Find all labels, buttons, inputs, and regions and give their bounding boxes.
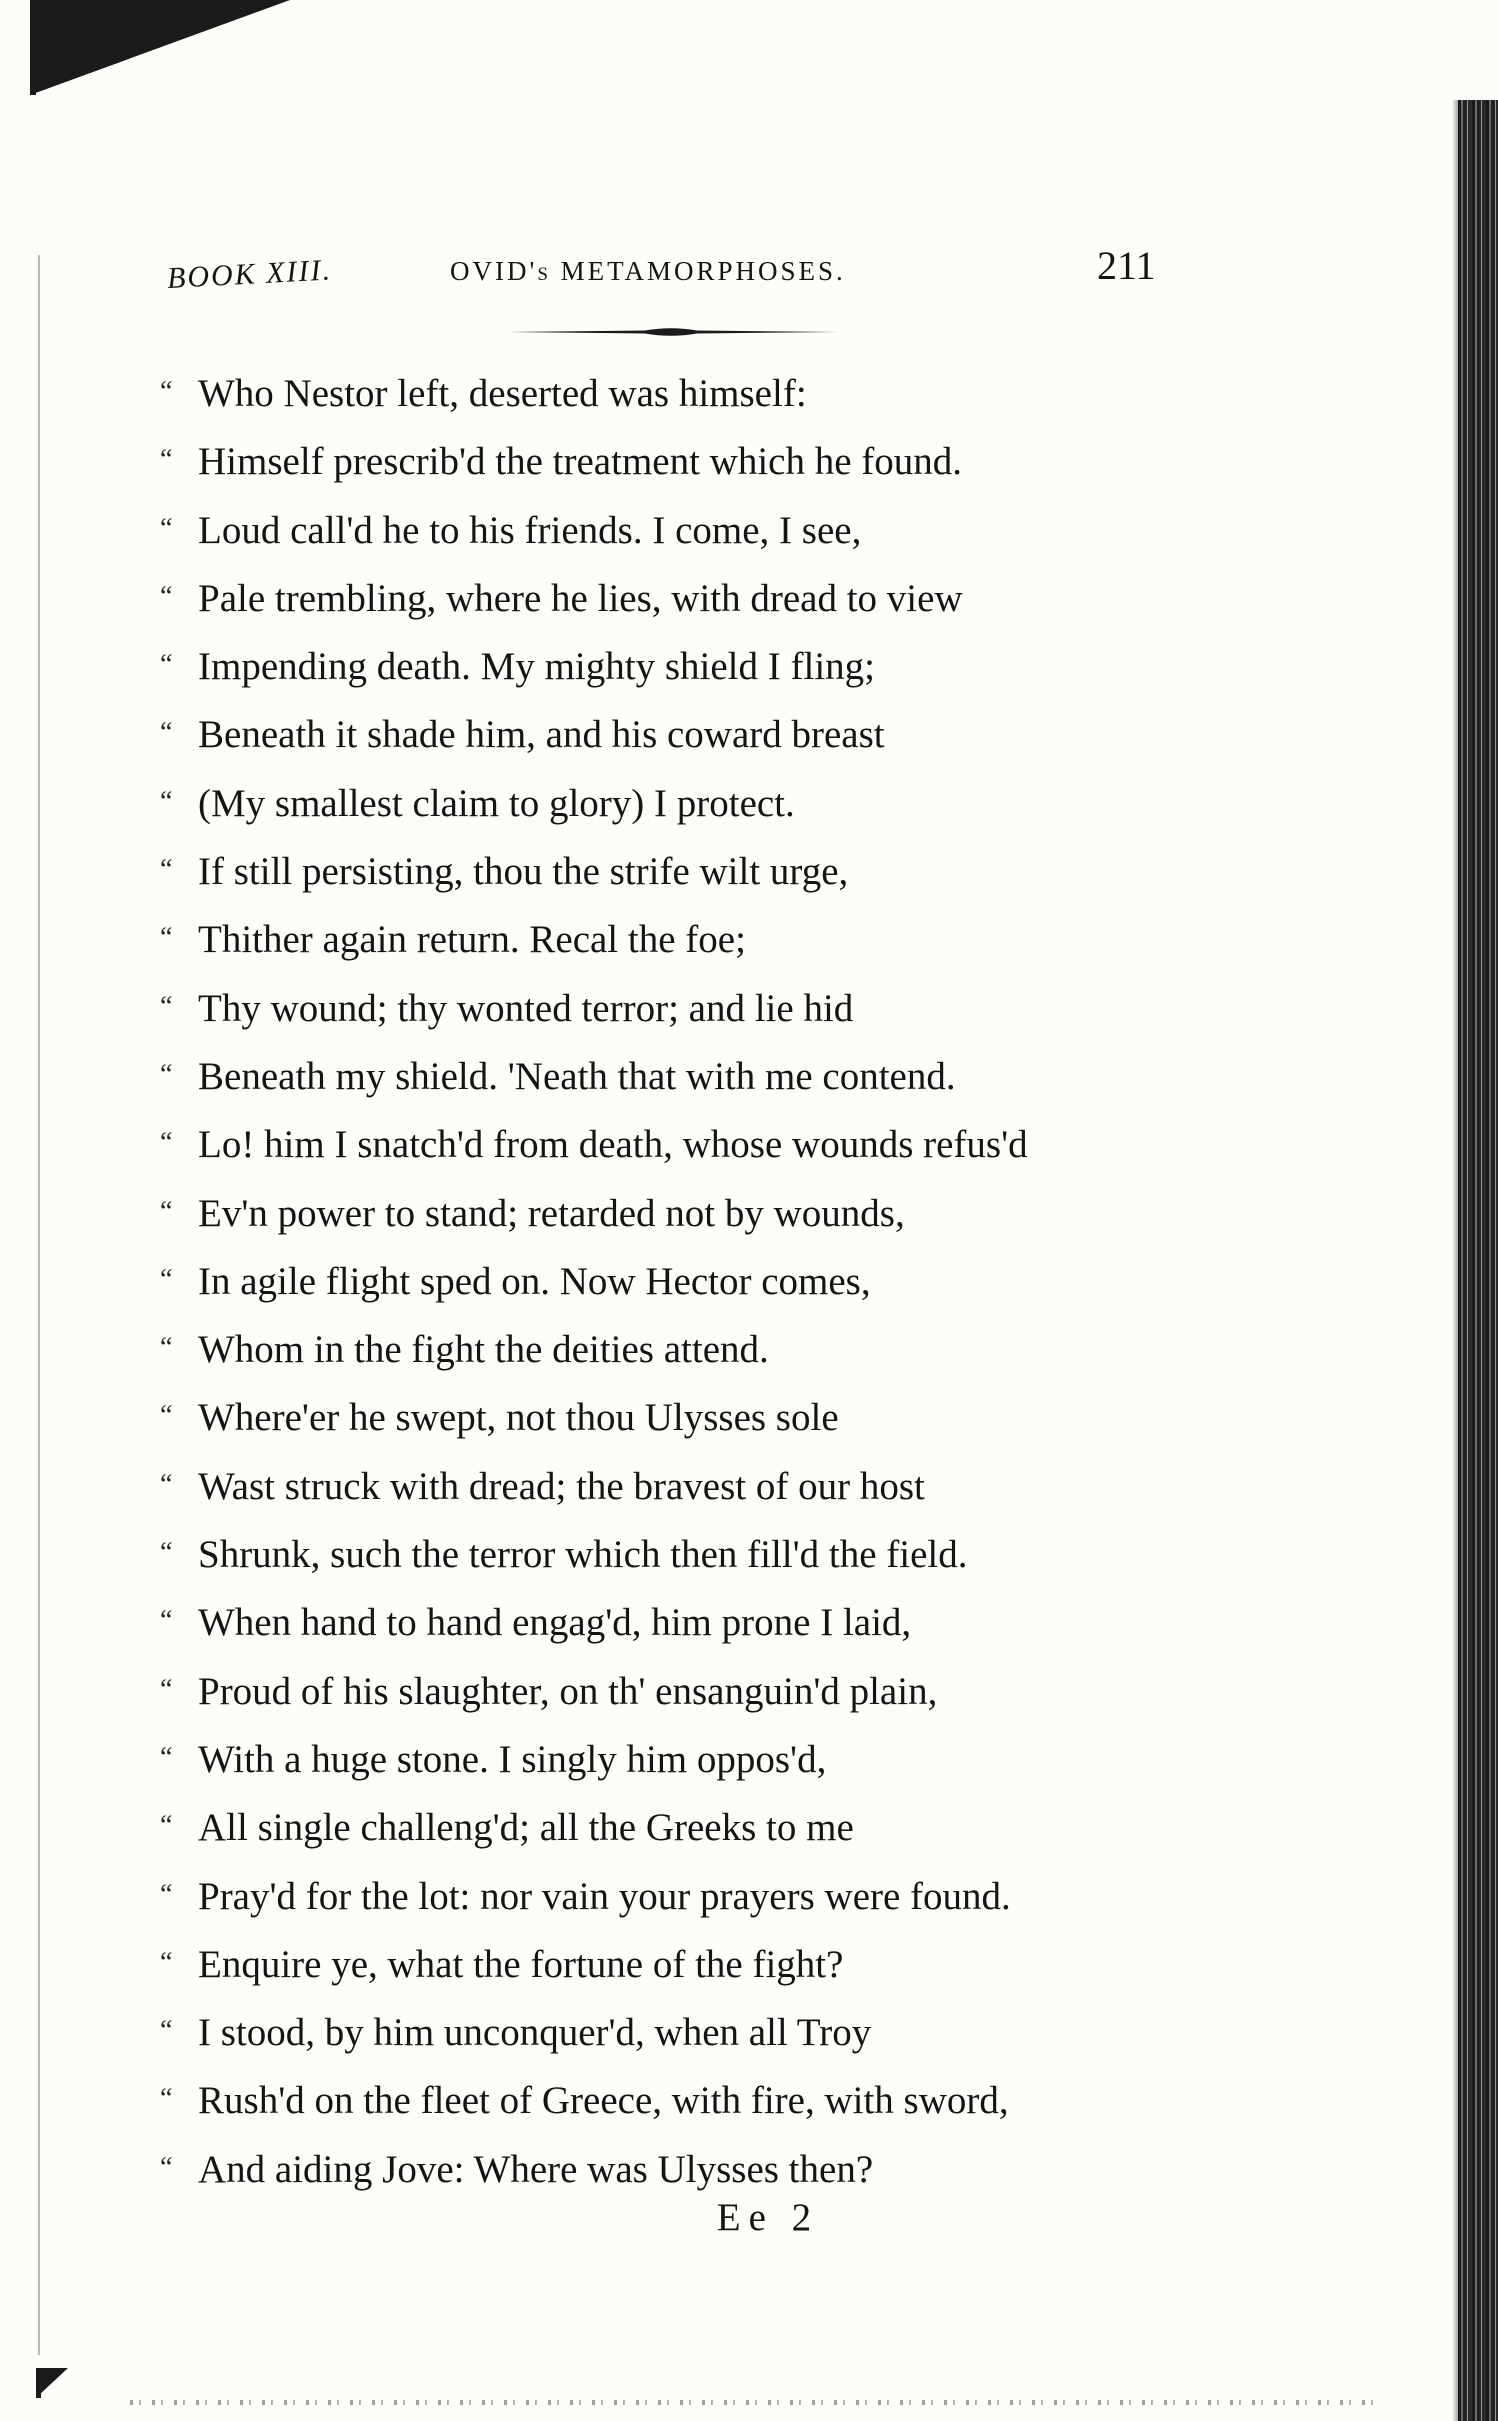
signature-mark	[0, 2195, 1498, 2240]
verse-line	[160, 2067, 1310, 2135]
ornamental-rule-graphic	[505, 326, 838, 338]
verse-line	[160, 770, 1310, 838]
verse-line-text: Beneath my shield. 'Neath that with me contend.	[198, 1054, 956, 1098]
opening-quote-mark: “	[160, 785, 173, 817]
opening-quote-mark: “	[160, 1127, 173, 1159]
opening-quote-mark: “	[160, 2151, 173, 2183]
verse-line-text: Enquire ye, what the fortune of the fight?	[198, 1942, 844, 1986]
verse-line-text: If still persisting, thou the strife wilt urge,	[198, 850, 849, 894]
opening-quote-mark: “	[160, 1468, 173, 1500]
verse-line	[160, 975, 1310, 1043]
running-header	[0, 240, 1498, 300]
verse-line-text: Himself prescrib'd the treatment which he found.	[198, 440, 963, 484]
opening-quote-mark: “	[160, 1400, 173, 1432]
opening-quote-mark: “	[160, 854, 173, 886]
opening-quote-mark: “	[160, 1332, 173, 1364]
opening-quote-mark: “	[160, 1878, 173, 1910]
verse-line	[160, 1658, 1310, 1726]
verse-line-text: Impending death. My mighty shield I fling;	[198, 645, 875, 689]
verse-line-text: Pale trembling, where he lies, with dread to view	[198, 576, 963, 620]
book-spine-edge	[1458, 100, 1498, 2421]
opening-quote-mark: “	[160, 1673, 173, 1705]
verse-line-text: And aiding Jove: Where was Ulysses then?	[198, 2147, 874, 2191]
verse-line-text: When hand to hand engag'd, him prone I laid,	[198, 1601, 912, 1645]
verse-line-text: Whom in the fight the deities attend.	[198, 1328, 769, 1372]
scan-bottom-noise	[130, 2400, 1380, 2405]
opening-quote-mark: “	[160, 1263, 173, 1295]
verse-line-text: Rush'd on the fleet of Greece, with fire, with sword,	[198, 2079, 1009, 2123]
ornamental-rule	[505, 326, 838, 338]
opening-quote-mark: “	[160, 376, 173, 407]
signature-text: Ee 2	[716, 2196, 820, 2239]
verse-line	[160, 1521, 1310, 1589]
spine-shadow	[1452, 100, 1458, 2421]
header-book-number: BOOK XIII.	[166, 253, 333, 296]
opening-quote-mark: “	[160, 1537, 173, 1569]
verse-line-text: (My smallest claim to glory) I protect.	[198, 781, 795, 825]
verse-line-text: All single challeng'd; all the Greeks to me	[198, 1806, 854, 1850]
opening-quote-mark: “	[160, 1946, 173, 1978]
verse-line	[160, 1794, 1310, 1862]
verse-line-text: Beneath it shade him, and his coward breast	[198, 713, 885, 757]
verse-line-text: Ev'n power to stand; retarded not by wounds,	[198, 1191, 905, 1235]
verse-line	[160, 701, 1310, 769]
verse-line	[160, 633, 1310, 701]
verse-line-text: Thy wound; thy wonted terror; and lie hid	[198, 986, 854, 1030]
verse-block	[160, 360, 1310, 2204]
verse-line	[160, 1248, 1310, 1316]
verse-line	[160, 1999, 1310, 2067]
verse-line-text: Wast struck with dread; the bravest of our host	[198, 1464, 925, 1508]
verse-line	[160, 1589, 1310, 1657]
verse-line	[160, 838, 1310, 906]
verse-line	[160, 1863, 1310, 1931]
page-left-edge	[38, 255, 40, 2355]
scan-edge-bottom-left	[36, 2368, 41, 2398]
verse-line-text: Shrunk, such the terror which then fill'd the field.	[198, 1533, 968, 1577]
verse-line	[160, 1111, 1310, 1179]
opening-quote-mark: “	[160, 1058, 173, 1090]
verse-line-text: Loud call'd he to his friends. I come, I see,	[198, 508, 862, 552]
opening-quote-mark: “	[160, 922, 173, 954]
verse-line	[160, 2136, 1310, 2204]
opening-quote-mark: “	[160, 1810, 173, 1842]
verse-line	[160, 1384, 1310, 1452]
verse-line	[160, 1453, 1310, 1521]
opening-quote-mark: “	[160, 1741, 173, 1773]
page-number: 211	[1097, 243, 1156, 288]
verse-line	[160, 565, 1310, 633]
verse-line-text: I stood, by him unconquer'd, when all Troy	[198, 2011, 872, 2055]
verse-line	[160, 906, 1310, 974]
verse-line	[160, 497, 1310, 565]
opening-quote-mark: “	[160, 1195, 173, 1227]
verse-line	[160, 1726, 1310, 1794]
verse-line-text: Thither again return. Recal the foe;	[198, 918, 746, 962]
verse-line-text: Who Nestor left, deserted was himself:	[198, 372, 807, 415]
opening-quote-mark: “	[160, 512, 173, 544]
opening-quote-mark: “	[160, 580, 173, 612]
verse-line-text: Proud of his slaughter, on th' ensanguin'd plain,	[198, 1669, 938, 1713]
verse-line-text: With a huge stone. I singly him oppos'd,	[198, 1737, 827, 1781]
opening-quote-mark: “	[160, 717, 173, 749]
verse-line	[160, 1316, 1310, 1384]
opening-quote-mark: “	[160, 1605, 173, 1637]
scan-corner-mark-top-left	[30, 0, 290, 95]
verse-line	[160, 428, 1310, 496]
verse-line	[160, 1043, 1310, 1111]
verse-line	[160, 360, 1310, 428]
opening-quote-mark: “	[160, 2083, 173, 2115]
verse-line-text: In agile flight sped on. Now Hector comes,	[198, 1259, 871, 1303]
opening-quote-mark: “	[160, 990, 173, 1022]
verse-line	[160, 1180, 1310, 1248]
scan-corner-mark-bottom-left	[38, 2368, 68, 2396]
verse-line	[160, 1931, 1310, 1999]
verse-line-text: Pray'd for the lot: nor vain your prayers were found.	[198, 1874, 1011, 1918]
opening-quote-mark: “	[160, 2015, 173, 2047]
verse-line-text: Where'er he swept, not thou Ulysses sole	[198, 1396, 839, 1440]
opening-quote-mark: “	[160, 649, 173, 681]
header-title: OVID's METAMORPHOSES.	[450, 256, 846, 286]
scan-edge-top-left	[30, 0, 36, 95]
opening-quote-mark: “	[160, 444, 173, 476]
verse-line-text: Lo! him I snatch'd from death, whose wounds refus'd	[198, 1123, 1028, 1167]
